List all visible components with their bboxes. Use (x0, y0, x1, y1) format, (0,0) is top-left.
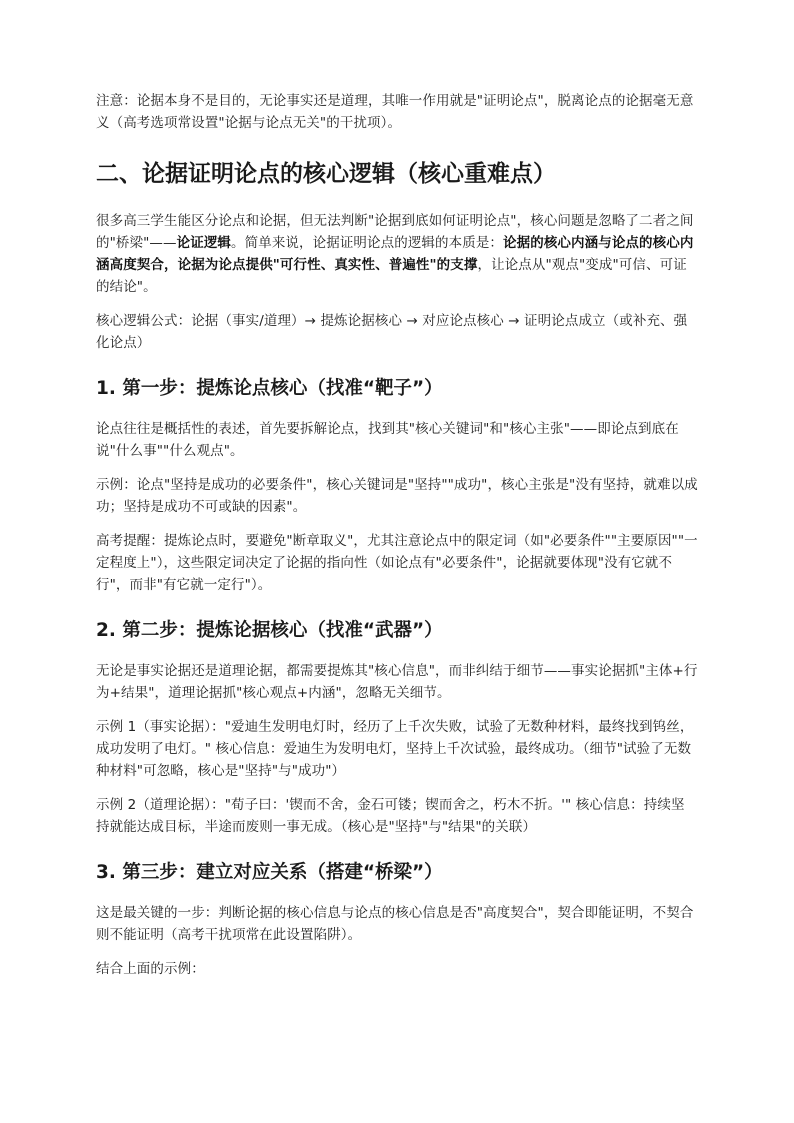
section-2-heading: 二、论据证明论点的核心逻辑（核心重难点） (96, 161, 556, 187)
text-run: ，让论点从"观点"变成"可信、可证的结论"。 (96, 257, 687, 295)
step-2-paragraph: 无论是事实论据还是道理论据，都需要提炼其"核心信息"，而非纠结于细节——事实论据抓"主体+行为+结果"，道理论据抓"核心观点+内涵"，忽略无关细节。 (96, 663, 698, 701)
step-3-heading: 3. 第三步：建立对应关系（搭建“桥梁”） (96, 862, 443, 883)
text-run: 很多高三学生能区分论点和论据，但无法判断"论据到底如何证明论点"，核心问题是忽略了二者之间的"桥梁"—— (96, 213, 694, 251)
step-1-paragraph: 论点往往是概括性的表述，首先要拆解论点，找到其"核心关键词"和"核心主张"——即论点到底在说"什么事""什么观点"。 (96, 421, 679, 459)
text-run: 。简单来说，论据证明论点的逻辑的本质是： (231, 235, 504, 251)
step-2-heading: 2. 第二步：提炼论据核心（找准“武器”） (96, 620, 443, 641)
bold-run: 论证逻辑 (176, 235, 232, 251)
step-3-paragraph: 这是最关键的一步：判断论据的核心信息与论点的核心信息是否"高度契合"，契合即能证明，不契合则不能证明（高考干扰项常在此设置陷阱）。 (96, 905, 694, 943)
step-3-lead-in: 结合上面的示例： (96, 961, 205, 977)
intro-note: 注意：论据本身不是目的，无论事实还是道理，其唯一作用就是"证明论点"，脱离论点的论据毫无意义（高考选项常设置"论据与论点无关"的干扰项）。 (96, 93, 694, 131)
step-2-example-1: 示例 1（事实论据）："爱迪生发明电灯时，经历了上千次失败，试验了无数种材料，最终找到钨丝，成功发明了电灯。" 核心信息：爱迪生为发明电灯，坚持上千次试验，最终成功。（细节"试验了无数种材料"可忽略，核心是"坚持"与"成功"） (96, 719, 694, 779)
bold-run: 论据的核心内涵与论点的核心内涵高度契合，论据为论点提供"可行性、真实性、普遍性"的支撑 (96, 235, 694, 273)
step-2-example-2: 示例 2（道理论据）："荀子曰：'锲而不舍，金石可镂；锲而舍之，朽木不折。'" 核心信息：持续坚持就能达成目标，半途而废则一事无成。（核心是"坚持"与"结果"的关联） (96, 797, 685, 835)
section-2-paragraph (96, 210, 698, 298)
step-1-heading: 1. 第一步：提炼论点核心（找准“靶子”） (96, 378, 443, 399)
core-logic-formula: 核心逻辑公式：论据（事实/道理）→ 提炼论据核心 → 对应论点核心 → 证明论点成立（或补充、强化论点） (96, 313, 688, 351)
step-1-exam-tip: 高考提醒：提炼论点时，要避免"断章取义"，尤其注意论点中的限定词（如"必要条件""主要原因""一定程度上"），这些限定词决定了论据的指向性（如论点有"必要条件"，论据就要体现"没有它就不行"，而非"有它就一定行"）。 (96, 533, 698, 593)
step-1-example: 示例：论点"坚持是成功的必要条件"，核心关键词是"坚持""成功"，核心主张是"没有坚持，就难以成功；坚持是成功不可或缺的因素"。 (96, 477, 698, 515)
